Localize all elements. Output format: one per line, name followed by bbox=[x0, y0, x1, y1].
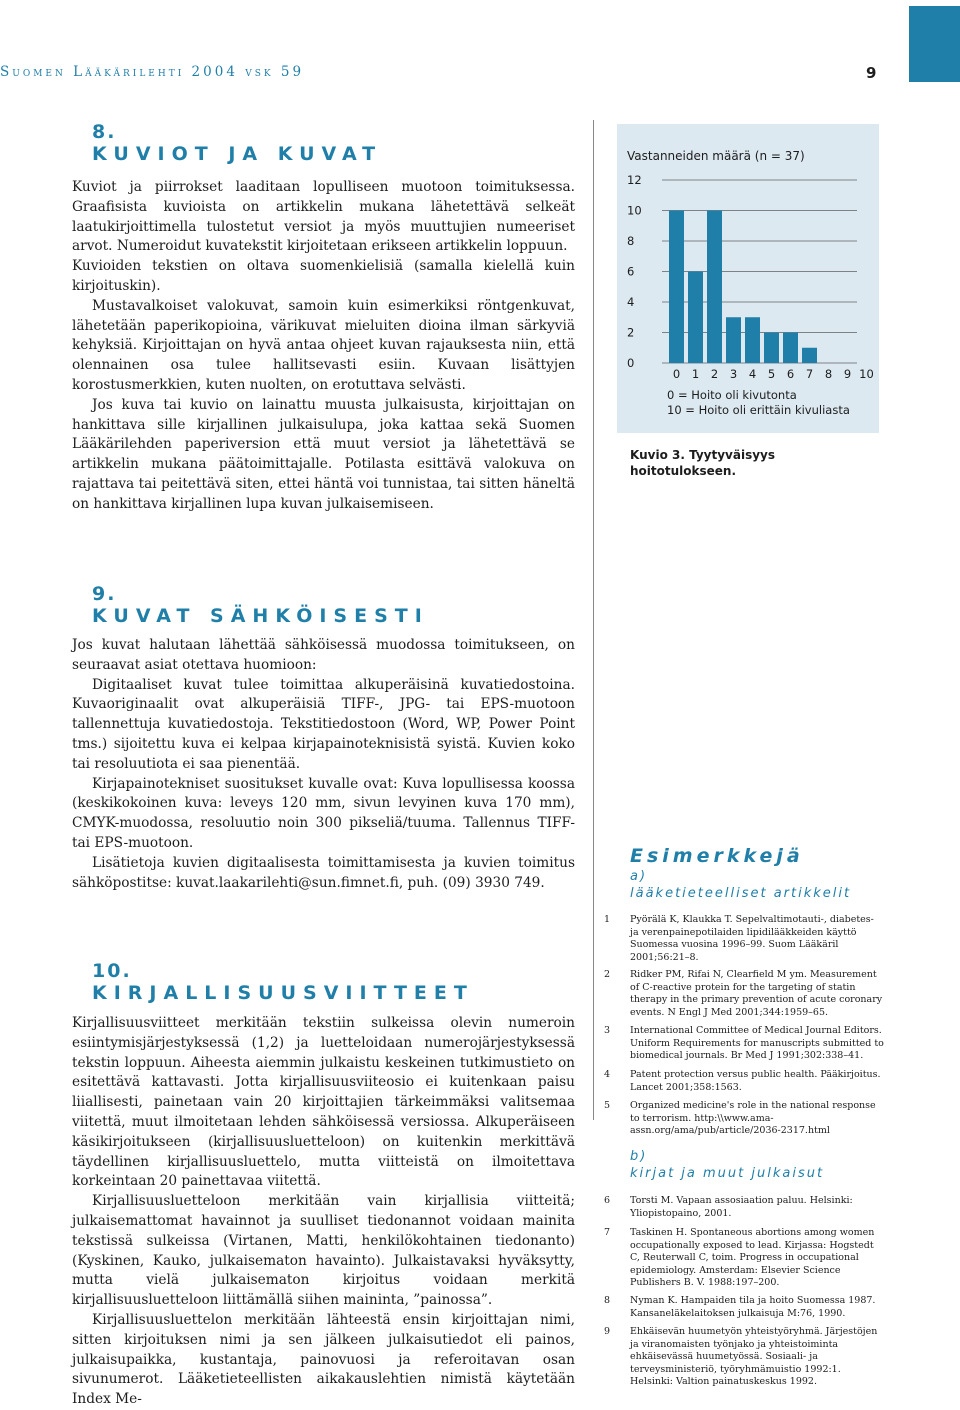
y-tick-label: 6 bbox=[627, 264, 635, 279]
bar bbox=[802, 348, 817, 363]
section-8-number: 8. bbox=[92, 121, 117, 143]
reference-text: Pyörälä K, Klaukka T. Sepelvaltimotauti-, diabetes- ja verenpainepotilaiden lipidilääkkeiden käyttö Suomessa vuosina 1996–99. Suom Lääkäril 2001;56:21–8. bbox=[630, 914, 874, 963]
bar bbox=[707, 211, 722, 364]
reference-text: Torsti M. Vapaan assosiaation paluu. Helsinki: Yliopistopaino, 2001. bbox=[630, 1195, 853, 1219]
paragraph: Jos kuvat halutaan lähettää sähköisessä muodossa toimitukseen, on seuraavat asiat otettava huomioon: bbox=[72, 637, 575, 673]
reference-number: 5 bbox=[604, 1100, 611, 1111]
page-number: 9 bbox=[866, 64, 877, 82]
reference-number: 6 bbox=[604, 1195, 611, 1206]
paragraph: Mustavalkoiset valokuvat, samoin kuin esimerkiksi röntgenkuvat, lähetetään paperikopioina, värikuvat mieluiten dioina ilman särkyviä kehyksiä. Kirjoittajan on hyvä antaa ohjeet kuvan rajauksesta niin, että olennainen osa tulee hallitsevasti esiin. Kuvaan lisättyjen korostusmerkkien, kuten nuolten, on erotuttava selvästi. bbox=[72, 297, 575, 393]
legend-line: 0 = Hoito oli kivutonta bbox=[667, 388, 797, 402]
running-title: Suomen Lääkärilehti 2004 vsk 59 bbox=[0, 64, 305, 80]
y-tick-label: 12 bbox=[627, 173, 642, 187]
examples-sub-a-letter: a) bbox=[630, 869, 648, 884]
x-tick-label: 7 bbox=[805, 367, 814, 381]
examples-sub-a bbox=[630, 868, 851, 902]
reference-item bbox=[604, 1025, 884, 1063]
examples-sub-b-letter: b) bbox=[630, 1149, 648, 1164]
bar-chart bbox=[617, 124, 879, 433]
bar bbox=[669, 211, 684, 364]
reference-item bbox=[604, 1195, 884, 1220]
section-9-title: KUVAT SÄHKÖISESTI bbox=[92, 605, 429, 627]
x-tick-label: 10 bbox=[859, 367, 874, 381]
reference-text: Ehkäisevän huumetyön yhteistyöryhmä. Järjestöjen ja viranomaisten työnjako ja yhteistoiminta ehkäisevässä huumetyössä. Sosiaali- ja terveysministeriö, työryhmämuistio 1992:1. Helsinki: Valtion painatuskeskus 1992. bbox=[630, 1326, 878, 1387]
x-tick-label: 1 bbox=[691, 367, 700, 381]
reference-number: 8 bbox=[604, 1295, 611, 1306]
paragraph: Kirjapainotekniset suositukset kuvalle ovat: Kuva lopullisessa koossa (keskikokoinen kuva: leveys 120 mm, sivun levyinen kuva 170 mm), CMYK-muodossa, resoluutio noin 300 pikseliä/tuuma. Tallennus TIFF- tai EPS-muotoon. bbox=[72, 775, 575, 851]
figure-caption bbox=[630, 447, 775, 479]
section-10-number: 10. bbox=[92, 960, 132, 982]
examples-sub-a-text: lääketieteelliset artikkelit bbox=[630, 886, 852, 901]
x-tick-label: 0 bbox=[672, 367, 681, 381]
examples-heading: Esimerkkejä bbox=[630, 845, 804, 867]
legend-line: 10 = Hoito oli erittäin kivuliasta bbox=[667, 403, 850, 417]
reference-item bbox=[604, 1326, 884, 1389]
bar bbox=[726, 317, 741, 363]
section-8-title: KUVIOT JA KUVAT bbox=[92, 143, 383, 165]
reference-text: International Committee of Medical Journal Editors. Uniform Requirements for manuscripts submitted to biomedical journals. Br Med J 1991;302:338–41. bbox=[630, 1025, 884, 1061]
x-tick-label: 9 bbox=[843, 367, 852, 381]
x-tick-label: 2 bbox=[710, 367, 719, 381]
examples-sub-b-text: kirjat ja muut julkaisut bbox=[630, 1166, 825, 1181]
section-8-body bbox=[72, 178, 575, 515]
reference-number: 2 bbox=[604, 969, 611, 980]
section-9-body bbox=[72, 636, 575, 893]
bar bbox=[764, 333, 779, 364]
figure-caption-line1: Kuvio 3. Tyytyväisyys bbox=[630, 448, 776, 462]
section-10-title: KIRJALLISUUSVIITTEET bbox=[92, 982, 474, 1004]
x-tick-label: 8 bbox=[824, 367, 833, 381]
paragraph: Lisätietoja kuvien digitaalisesta toimittamisesta ja kuvien toimitus sähköpostitse: kuvat.laakarilehti@sun.fimnet.fi, puh. (09) 3930 749. bbox=[72, 854, 575, 891]
reference-item bbox=[604, 1069, 884, 1094]
bar bbox=[745, 317, 760, 363]
reference-item bbox=[604, 1100, 884, 1138]
x-tick-label: 6 bbox=[786, 367, 795, 381]
reference-number: 3 bbox=[604, 1025, 611, 1036]
reference-text: Patent protection versus public health. Pääkirjoitus. Lancet 2001;358:1563. bbox=[630, 1069, 881, 1093]
y-tick-label: 2 bbox=[627, 325, 635, 340]
reference-item bbox=[604, 1295, 884, 1320]
y-tick-label: 0 bbox=[627, 356, 635, 370]
x-tick-label: 3 bbox=[729, 367, 738, 381]
reference-text: Taskinen H. Spontaneous abortions among women occupationally exposed to lead. Kirjassa: Hogstedt C, Reuterwall C, toim. Progress in occupational epidemiology. Amsterdam: Elsevier Science Publishers B. V. 1988:197–200. bbox=[630, 1227, 875, 1288]
y-tick-label: 4 bbox=[627, 295, 635, 309]
paragraph: Jos kuva tai kuvio on lainattu muusta julkaisusta, kirjoittajan on hankittava sille kirjallinen julkaisulupa, joka kattaa sekä Suomen Lääkärilehden paperiversion että muut versiot ja lähetettävä se artikkelin mukana päätoimittajalle. Potilasta esittävä valokuva on rajattava tai peitettävä siten, ettei häntä voi tunnistaa, tai sitten häneltä on hankittava kirjallinen lupa kuvan julkaisemiseen. bbox=[72, 396, 575, 512]
reference-item bbox=[604, 969, 884, 1019]
paragraph: Kirjallisuusluetteloon merkitään vain kirjallisia viitteitä; julkaisemattomat havainnot ja suulliset tiedonannot voidaan mainita tekstissä sulkeissa (Virtanen, Matti, henkilökohtainen tiedonanto) (Kyskinen, Kauko, julkaisematon havainto). Julkaistavaksi hyväksytty, mutta vielä julkaisematon kirjoitus voidaan merkitä kirjallisuusluetteloon liittämällä siihen maininta, ”painossa”. bbox=[72, 1193, 575, 1309]
paragraph: Kirjallisuusviitteet merkitään tekstiin sulkeissa olevin numeroin esiintymisjärjestyksessä (1,2) ja luetteloidaan numerojärjestyksessä tekstin loppuun. Aiheesta aiemmin julkaistu keskeinen tutkimustieto on esitettävä kattavasti. Jotta kirjallisuusviiteosio ei kuitenkaan paisu liiallisesti, painetaan vain 20 kirjoittajien tärkeimmäksi valitsemaa viitettä, muut ilmoitetaan lehden sähköisessä versiossa. Alkuperäiseen käsikirjoitukseen (kirjallisuusluetteloon) on kuitenkin merkittävä täydellinen kirjallisuusluettelo, mutta viitteistä on ilmoitettava korkeintaan 20 painettavaa viitettä. bbox=[72, 1015, 575, 1190]
bar bbox=[783, 333, 798, 364]
reference-number: 9 bbox=[604, 1326, 611, 1337]
section-10-body bbox=[72, 1014, 575, 1410]
reference-item bbox=[604, 1227, 884, 1290]
x-tick-label: 4 bbox=[748, 367, 757, 381]
y-tick-label: 8 bbox=[627, 234, 635, 248]
reference-text: Ridker PM, Rifai N, Clearfield M ym. Measurement of C-reactive protein for the targeting of statin therapy in the primary prevention of acute coronary events. N Engl J Med 2001;344:1959–65. bbox=[630, 969, 883, 1018]
reference-text: Nyman K. Hampaiden tila ja hoito Suomessa 1987. Kansaneläkelaitoksen julkaisuja M:76, 1990. bbox=[630, 1295, 876, 1319]
figure-3-panel bbox=[617, 124, 879, 433]
paragraph: Kuvioiden tekstien on oltava suomenkielisiä (samalla kielellä kuin kirjoituskin). bbox=[72, 258, 575, 294]
figure-caption-line2: hoitotulokseen. bbox=[630, 464, 737, 478]
bar bbox=[688, 272, 703, 364]
reference-item bbox=[604, 914, 884, 964]
paragraph: Kuviot ja piirrokset laaditaan lopulliseen muotoon toimituksessa. Graafisista kuvioista on artikkelin mukana lähetettävä selkeät laatukirjoittimella tulostetut versiot ja myös muuttujien numeeriset arvot. Numeroidut kuvatekstit kirjoitetaan erikseen artikkelin loppuun. bbox=[72, 179, 575, 255]
y-tick-label: 10 bbox=[627, 203, 642, 218]
reference-number: 4 bbox=[604, 1069, 611, 1080]
chart-title: Vastanneiden määrä (n = 37) bbox=[627, 149, 805, 163]
page-tab-marker bbox=[909, 6, 960, 82]
section-9-number: 9. bbox=[92, 583, 117, 605]
column-divider bbox=[593, 120, 594, 1120]
paragraph: Digitaaliset kuvat tulee toimittaa alkuperäisinä kuvatiedostoina. Kuvaoriginaalit ovat alkuperäisiä TIFF-, JPG- tai EPS-muotoon tallennettuja kuvatiedostoja. Tekstitiedostoon (Word, WP, Power Point tms.) sijoitettu kuva ei kelpaa kirjapainoteknisistä syistä. Kuvien koko tai resoluutiota ei saa pienentää. bbox=[72, 676, 575, 772]
x-tick-label: 5 bbox=[767, 367, 776, 381]
examples-sub-b bbox=[630, 1148, 824, 1182]
paragraph: Kirjallisuusluettelon merkitään lähteestä ensin kirjoittajan nimi, sitten kirjoituksen nimi ja sen jälkeen julkaisutiedot eli painos, julkaisupaikka, kustantaja, painovuosi ja referoitavan osan sivunumerot. Lääketieteellisten aikakauslehtien nimistä käytetään Index Me- bbox=[72, 1311, 575, 1408]
reference-text: Organized medicine's role in the national response to terrorism. http:\\www.ama-assn.org/ama/pub/article/2036-2317.html bbox=[630, 1100, 876, 1136]
reference-number: 7 bbox=[604, 1227, 611, 1238]
reference-number: 1 bbox=[604, 914, 611, 925]
